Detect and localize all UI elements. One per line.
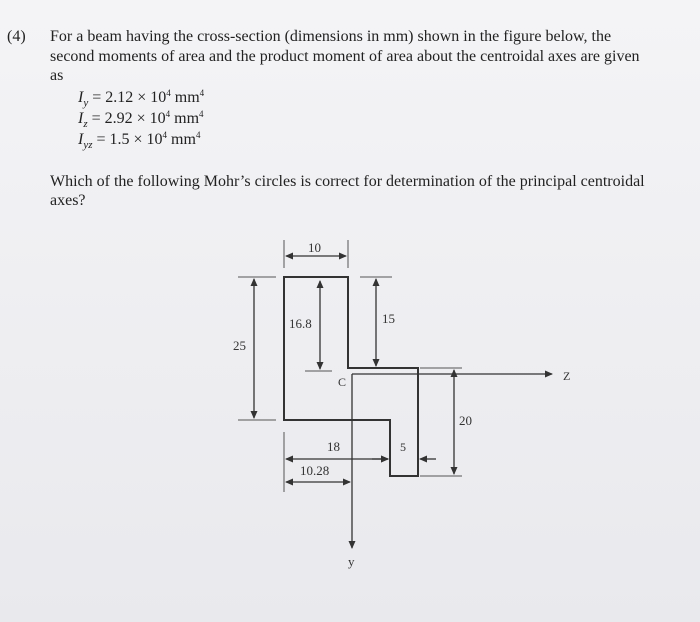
label-left-height: 25 [233,338,246,353]
label-step: 5 [400,440,406,454]
formula-iz: $I_z = 2.92 \times 10^4$ $mm^4$ [78,109,204,131]
label-axis-y: y [348,554,355,569]
prompt-line-1: Which of the following Mohr’s circles is correct for determination of the principal centroidal [50,173,645,190]
label-top-width: 10 [308,240,321,255]
label-centroid: C [338,375,347,389]
label-centroid-z: 10.28 [300,463,330,478]
label-inner-left: 16.8 [289,316,312,331]
question-text-line-3: as [50,67,64,84]
label-right-height: 20 [459,413,472,428]
question-number: (4) [7,28,26,45]
label-axis-z: Z [563,369,571,383]
formula-iyz: $I_{yz} = 1.5 \times 10^4$ $mm^4$ [78,130,201,152]
label-bottom-width: 18 [327,439,340,454]
label-inner-right: 15 [382,311,395,326]
formula-iy: $I_y = 2.12 \times 10^4$ $mm^4$ [78,88,205,110]
question-text-line-2: second moments of area and the product moment of area about the centroidal axes are given [50,48,640,65]
prompt-line-2: axes? [50,192,86,209]
question-text-line-1: For a beam having the cross-section (dimensions in mm) shown in the figure below, the [50,28,612,45]
section-outline [284,277,418,476]
